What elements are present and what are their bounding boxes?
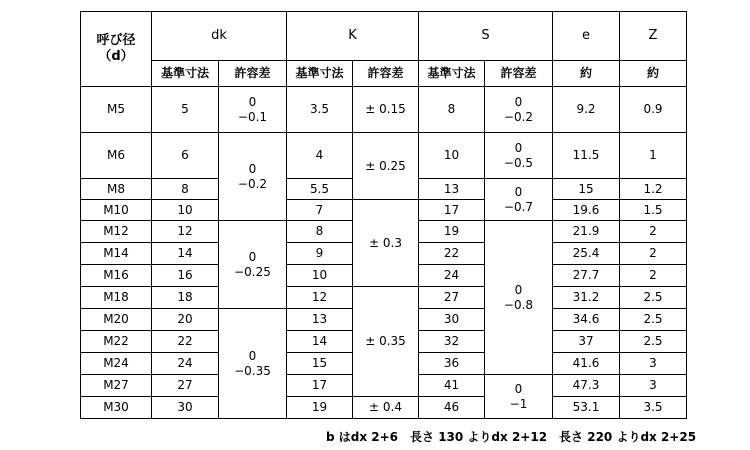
table-row — [81, 133, 687, 179]
dk-base-cell: 22 — [152, 331, 219, 353]
tol-lower: −1 — [509, 396, 528, 411]
k-tol-cell: ± 0.25 — [353, 133, 419, 200]
k-base-cell: 3.5 — [287, 87, 353, 133]
tol-upper: 0 — [514, 381, 523, 396]
e-cell: 47.3 — [553, 375, 620, 397]
nominal-diameter-header — [81, 12, 152, 87]
dk-base-cell: 6 — [152, 133, 219, 179]
nominal-header-line2: （d） — [98, 49, 134, 64]
s-tol-cell — [485, 221, 553, 375]
z-cell: 1.5 — [620, 200, 687, 221]
s-base-cell: 8 — [419, 87, 485, 133]
dk-tol-cell — [219, 87, 287, 133]
tol-lower: −0.2 — [503, 109, 534, 124]
dk-base-cell: 18 — [152, 287, 219, 309]
z-cell: 2 — [620, 243, 687, 265]
z-cell: 3 — [620, 375, 687, 397]
nominal-cell: M20 — [81, 309, 152, 331]
s-base-cell: 36 — [419, 353, 485, 375]
dimension-table — [80, 11, 687, 419]
dk-base-cell: 12 — [152, 221, 219, 243]
z-cell: 2.5 — [620, 331, 687, 353]
k-tol-cell: ± 0.15 — [353, 87, 419, 133]
nominal-cell: M27 — [81, 375, 152, 397]
dk-base-cell: 27 — [152, 375, 219, 397]
s-base-header: 基準寸法 — [419, 61, 485, 87]
e-cell: 11.5 — [553, 133, 620, 179]
tol-upper: 0 — [514, 140, 523, 155]
e-cell: 41.6 — [553, 353, 620, 375]
tol-upper: 0 — [248, 249, 257, 264]
k-base-cell: 4 — [287, 133, 353, 179]
k-base-cell: 19 — [287, 397, 353, 419]
e-cell: 27.7 — [553, 265, 620, 287]
dk-tol-cell — [219, 221, 287, 309]
dk-base-cell: 16 — [152, 265, 219, 287]
k-header: K — [287, 12, 419, 61]
k-tol-cell: ± 0.3 — [353, 200, 419, 287]
dk-header: dk — [152, 12, 287, 61]
s-base-cell: 27 — [419, 287, 485, 309]
e-cell: 53.1 — [553, 397, 620, 419]
dk-base-cell: 20 — [152, 309, 219, 331]
e-cell: 31.2 — [553, 287, 620, 309]
z-header: Z — [620, 12, 687, 61]
k-tol-cell: ± 0.35 — [353, 287, 419, 397]
e-cell: 9.2 — [553, 87, 620, 133]
s-base-cell: 46 — [419, 397, 485, 419]
k-base-header: 基準寸法 — [287, 61, 353, 87]
k-base-cell: 15 — [287, 353, 353, 375]
nominal-cell: M6 — [81, 133, 152, 179]
nominal-cell: M30 — [81, 397, 152, 419]
z-cell: 1.2 — [620, 179, 687, 200]
dk-tol-cell — [219, 133, 287, 221]
dk-base-cell: 5 — [152, 87, 219, 133]
nominal-cell: M8 — [81, 179, 152, 200]
k-base-cell: 5.5 — [287, 179, 353, 200]
dk-base-header: 基準寸法 — [152, 61, 219, 87]
tol-lower: −0.7 — [503, 199, 534, 214]
tol-lower: −0.5 — [503, 155, 534, 170]
k-base-cell: 17 — [287, 375, 353, 397]
s-base-cell: 32 — [419, 331, 485, 353]
tol-lower: −0.1 — [237, 109, 268, 124]
nominal-header-line1: 呼び径 — [96, 32, 136, 48]
tol-upper: 0 — [248, 161, 257, 176]
e-header: e — [553, 12, 620, 61]
k-base-cell: 7 — [287, 200, 353, 221]
tol-upper: 0 — [514, 282, 523, 297]
dk-tol-cell — [219, 309, 287, 419]
table-row — [81, 200, 687, 221]
nominal-cell: M12 — [81, 221, 152, 243]
table-row — [81, 87, 687, 133]
e-cell: 25.4 — [553, 243, 620, 265]
k-base-cell: 13 — [287, 309, 353, 331]
k-base-cell: 10 — [287, 265, 353, 287]
k-base-cell: 12 — [287, 287, 353, 309]
dk-base-cell: 24 — [152, 353, 219, 375]
s-header: S — [419, 12, 553, 61]
tol-lower: −0.35 — [234, 363, 271, 378]
s-tol-cell — [485, 133, 553, 179]
nominal-cell: M22 — [81, 331, 152, 353]
tol-lower: −0.2 — [237, 176, 268, 191]
z-approx-header: 約 — [620, 61, 687, 87]
z-cell: 3.5 — [620, 397, 687, 419]
z-cell: 2.5 — [620, 309, 687, 331]
nominal-cell: M5 — [81, 87, 152, 133]
nominal-cell: M10 — [81, 200, 152, 221]
s-base-cell: 30 — [419, 309, 485, 331]
z-cell: 2 — [620, 221, 687, 243]
dk-base-cell: 14 — [152, 243, 219, 265]
z-cell: 2.5 — [620, 287, 687, 309]
nominal-cell: M14 — [81, 243, 152, 265]
tol-lower: −0.25 — [234, 264, 271, 279]
s-base-cell: 22 — [419, 243, 485, 265]
s-tol-cell — [485, 375, 553, 419]
s-tol-cell — [485, 179, 553, 221]
nominal-cell: M24 — [81, 353, 152, 375]
e-cell: 34.6 — [553, 309, 620, 331]
nominal-cell: M16 — [81, 265, 152, 287]
dk-tol-header: 許容差 — [219, 61, 287, 87]
tol-upper: 0 — [248, 94, 257, 109]
e-cell: 21.9 — [553, 221, 620, 243]
dk-base-cell: 8 — [152, 179, 219, 200]
k-tol-header: 許容差 — [353, 61, 419, 87]
thread-length-note: b はdx 2+6 長さ 130 よりdx 2+12 長さ 220 よりdx 2+25 — [326, 430, 697, 444]
k-base-cell: 14 — [287, 331, 353, 353]
k-base-cell: 9 — [287, 243, 353, 265]
z-cell: 3 — [620, 353, 687, 375]
tol-lower: −0.8 — [503, 297, 534, 312]
s-base-cell: 10 — [419, 133, 485, 179]
s-base-cell: 19 — [419, 221, 485, 243]
z-cell: 2 — [620, 265, 687, 287]
tol-upper: 0 — [514, 94, 523, 109]
tol-upper: 0 — [248, 348, 257, 363]
s-tol-cell — [485, 87, 553, 133]
s-base-cell: 24 — [419, 265, 485, 287]
z-cell: 0.9 — [620, 87, 687, 133]
e-cell: 15 — [553, 179, 620, 200]
e-cell: 19.6 — [553, 200, 620, 221]
e-cell: 37 — [553, 331, 620, 353]
dk-base-cell: 10 — [152, 200, 219, 221]
s-base-cell: 41 — [419, 375, 485, 397]
z-cell: 1 — [620, 133, 687, 179]
nominal-cell: M18 — [81, 287, 152, 309]
s-tol-header: 許容差 — [485, 61, 553, 87]
e-approx-header: 約 — [553, 61, 620, 87]
tol-upper: 0 — [514, 184, 523, 199]
k-base-cell: 8 — [287, 221, 353, 243]
table-row — [81, 397, 687, 419]
s-base-cell: 17 — [419, 200, 485, 221]
k-tol-cell: ± 0.4 — [353, 397, 419, 419]
table-row — [81, 287, 687, 309]
s-base-cell: 13 — [419, 179, 485, 200]
dk-base-cell: 30 — [152, 397, 219, 419]
